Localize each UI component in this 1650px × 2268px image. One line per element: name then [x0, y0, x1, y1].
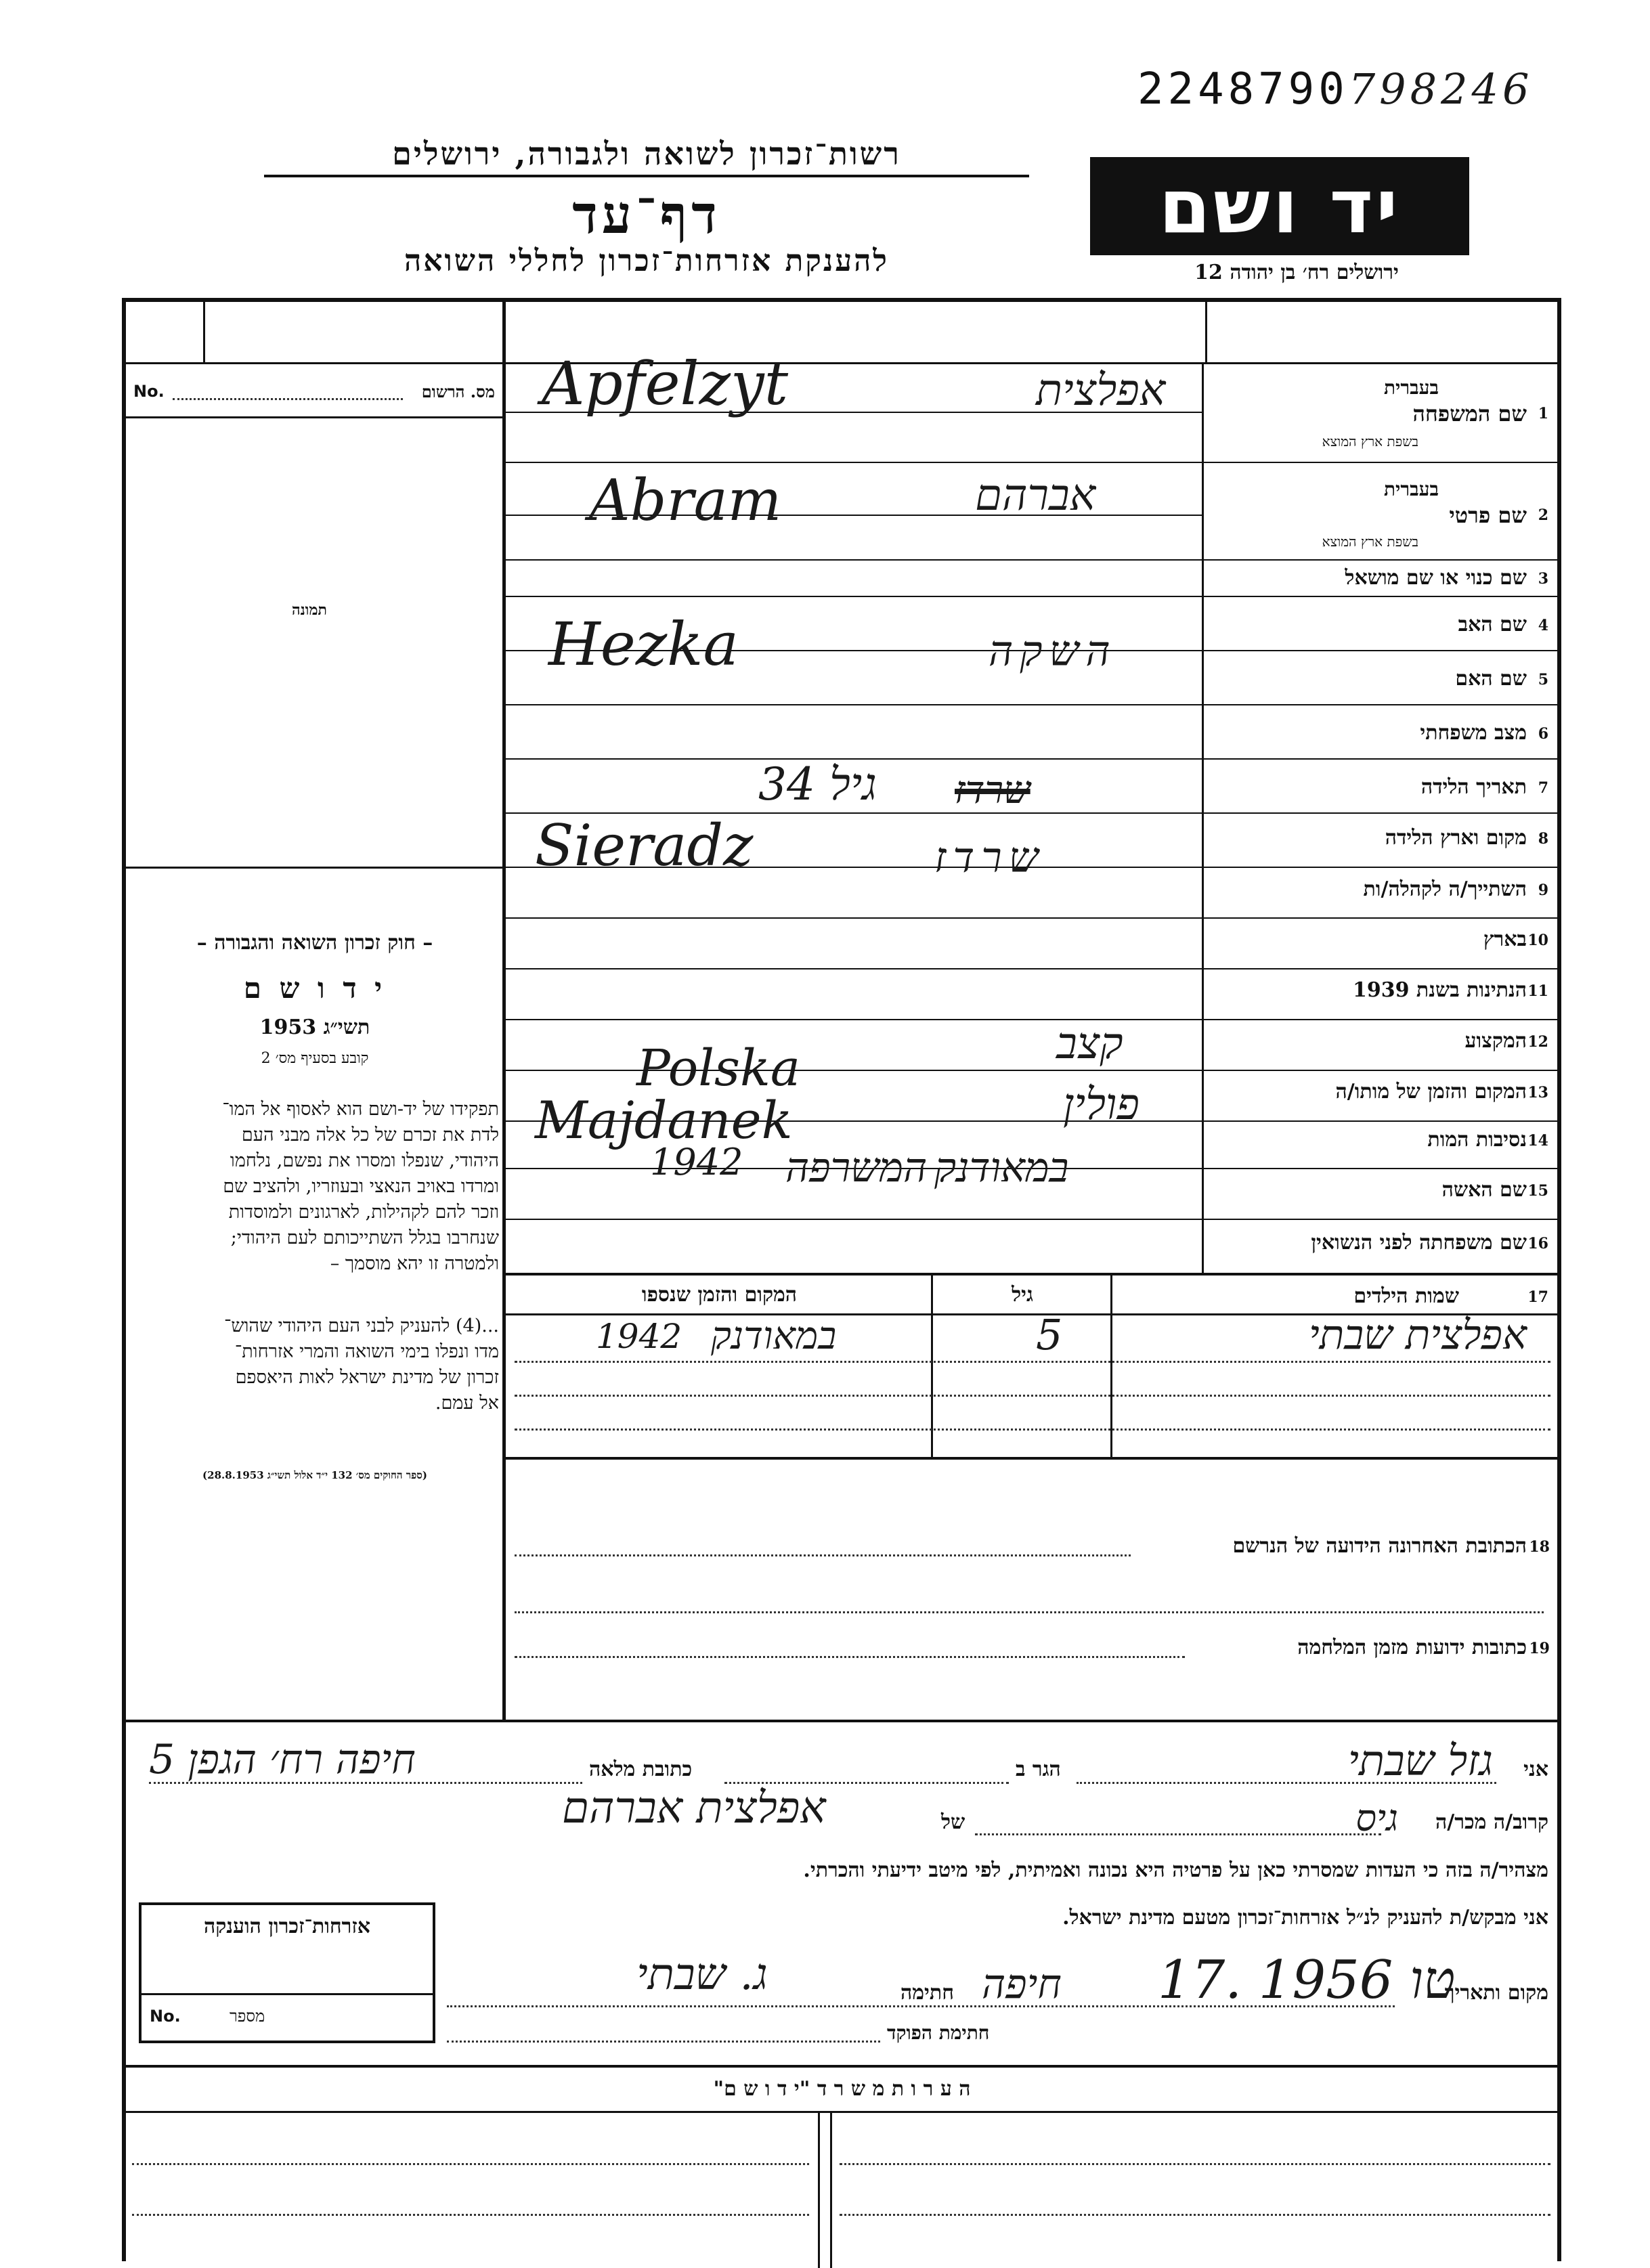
law-line: ...(4) להעניק לבני העם היהודי שהוש־ [224, 1315, 499, 1336]
law-footnote: (ספר החוקים מס׳ 132 י״ד אלול תשי״ג 28.8.1953) [202, 1469, 427, 1481]
citizenship-title: אזרחות־זכרון הוענקה [203, 1915, 371, 1938]
yad-vashem-logo [1090, 157, 1469, 255]
address-label: כתובת מלאה [589, 1758, 693, 1781]
field-label: מקום וארץ הלידה [1385, 826, 1527, 850]
place-value: חיפה [982, 1961, 1062, 2008]
law-year: 1953 [259, 1016, 317, 1039]
law-line: ומרדו באויב הנאצי ובעוזריו, ולהציב שם [223, 1176, 499, 1197]
field-citizenship-1939[interactable] [1205, 973, 1554, 1013]
address-value: חיפה רח׳ הגפן 5 [149, 1736, 416, 1783]
field-number: 9 [1538, 881, 1548, 899]
sub-local: בשפת ארץ המוצא [1322, 433, 1418, 450]
declarant-row[interactable] [129, 1736, 1554, 1794]
place-date-row[interactable] [447, 1950, 1554, 2011]
birth-age-value: גיל 34 [758, 758, 877, 810]
law-paragraph [130, 1097, 499, 1277]
field-number: 12 [1527, 1033, 1548, 1051]
remarks-line[interactable] [132, 2214, 809, 2216]
sub-hebrew: בעברית [1383, 478, 1439, 500]
relative-of-value: אפלצית אברהם [562, 1783, 826, 1833]
field-label: שם פרטי [1449, 502, 1527, 528]
field-number: 1 [1538, 405, 1548, 422]
given-local-value: Abram [589, 467, 782, 533]
death-year-value: 1942 [650, 1141, 743, 1183]
child-name: אפלצית שבתי [1308, 1311, 1527, 1359]
sub-hebrew: בעברית [1383, 376, 1439, 399]
field-label: שם המשפחה [1412, 401, 1527, 427]
field-number: 19 [1529, 1640, 1550, 1657]
field-number: 8 [1538, 830, 1548, 848]
sub-local: בשפת ארץ המוצא [1322, 533, 1418, 550]
field-label: הנתינות בשנת 1939 [1352, 978, 1527, 1002]
field-label: מצב משפחתי [1420, 721, 1527, 745]
org-line: רשות־זכרון לשואה ולגבורה, ירושלים [264, 135, 1029, 177]
photo-label: תמונה [292, 601, 327, 619]
country-heb-value: פולין [1063, 1080, 1139, 1130]
field-death-place-time[interactable] [1205, 1074, 1554, 1115]
law-line: לדת את זכרם של כל אלה מבני העם [241, 1125, 499, 1146]
field-number: 18 [1529, 1538, 1550, 1556]
field-label: נסיבות המות [1427, 1128, 1527, 1152]
org-address: ירושלים רח׳ בן יהודה 12 [1194, 261, 1399, 284]
relative-row[interactable] [129, 1783, 1554, 1841]
signature-value: ג. שבתי [636, 1950, 768, 2000]
children-field-number: 17 [1527, 1288, 1548, 1306]
field-label: שם משפחתה לפני הנשואין [1311, 1231, 1527, 1255]
serial-printed: 2248790 [1137, 64, 1349, 114]
law-line: תפקידו של יד-ושם הוא לאסוף אל המו־ [222, 1099, 499, 1120]
signature-label: חתימה [900, 1981, 954, 2005]
photo-area [126, 418, 502, 865]
children-row[interactable] [508, 1310, 1554, 1359]
remarks-line[interactable] [840, 2214, 1550, 2216]
field-label: שם האם [1455, 667, 1527, 691]
field-number: 14 [1527, 1132, 1548, 1150]
col-place-label: המקום והזמן שנספו [641, 1283, 798, 1307]
remarks-line[interactable] [840, 2163, 1550, 2165]
children-header-names [1114, 1283, 1554, 1310]
field-number: 7 [1538, 779, 1548, 797]
field-label: שם האב [1458, 613, 1527, 636]
surname-local-value: Apfelzyt [542, 349, 789, 418]
form-subtitle: להענקת אזרחות־זכרון לחללי השואה [404, 244, 889, 278]
child-place: במאודנק [711, 1314, 837, 1358]
place-date-label: מקום ותאריך [1444, 1981, 1548, 2005]
law-line: זכרון של מדינת ישראל לאות היאספם [235, 1367, 499, 1388]
field-last-address[interactable] [515, 1530, 1554, 1564]
remarks-line[interactable] [132, 2163, 809, 2165]
field-surname[interactable] [1205, 366, 1554, 460]
birthplace-heb-value: שרדז [934, 833, 1045, 882]
surname-heb-value: אפלצית [1036, 366, 1166, 416]
serial-number [1137, 64, 1533, 114]
field-label: שם כנוי או שם מושאל [1345, 566, 1527, 590]
of-label: של [941, 1810, 965, 1834]
field-label: כתובות ידועות מזמן המלחמה [1297, 1636, 1527, 1659]
field-death-circumstances[interactable] [1205, 1124, 1554, 1164]
death-place-heb-value: במאודנק [934, 1144, 1069, 1192]
death-place-local-value: Majdanek [535, 1090, 793, 1150]
officer-label: חתימת הפוקד [887, 2022, 990, 2044]
law-name: י ד ו ש ם [243, 972, 387, 1005]
field-label: תאריך הלידה [1420, 775, 1527, 799]
field-label: הכתובת האחרונה הידועה של הנרשם [1232, 1534, 1527, 1558]
law-line: וזכר להם לקהילות, לארגונים ולמוסדות [228, 1202, 499, 1223]
field-label: המקצוע [1464, 1029, 1527, 1053]
field-given-name[interactable] [1205, 464, 1554, 559]
field-profession[interactable] [1205, 1024, 1554, 1064]
reg-label: מס. הרשום [421, 382, 495, 401]
date-value: 17. טו 1956 [1158, 1950, 1456, 2011]
relative-label: קרוב/ה מכר/ה [1435, 1810, 1548, 1834]
field-number: 11 [1527, 982, 1548, 1000]
officer-signature-row[interactable] [447, 2018, 1554, 2051]
serial-handwritten: 798246 [1348, 64, 1534, 114]
field-community[interactable] [1205, 873, 1554, 914]
col-names-label: שמות הילדים [1353, 1284, 1459, 1308]
law-title: – חוק זכרון השואה והגבורה – [196, 931, 433, 955]
col-age-label: גיל [1012, 1283, 1033, 1307]
profession-value: קצב [1056, 1019, 1123, 1069]
field-number: 15 [1527, 1182, 1548, 1200]
citizenship-number-label: מספר [230, 2007, 265, 2026]
law-line: אל עמם. [435, 1393, 499, 1414]
field-wife-maiden-name[interactable] [1205, 1225, 1554, 1266]
law-line: מדו ונפלו בימי השואה והמרי אזרחות־ [234, 1341, 499, 1362]
child-year: 1942 [596, 1317, 682, 1356]
resides-label: הגר ב [1016, 1758, 1061, 1781]
field-wife-name[interactable] [1205, 1173, 1554, 1213]
field-number: 2 [1538, 506, 1548, 524]
law-line: שנחרבו בגלל השתייכותם לעם היהודי; [230, 1227, 499, 1248]
field-father-name[interactable] [1205, 606, 1554, 647]
birthplace-local-value: Sieradz [535, 812, 754, 879]
field-label: בארץ [1483, 928, 1527, 951]
birth-struck-value: שרדז [955, 768, 1030, 812]
declarant-value: גזל שבתי [1347, 1736, 1493, 1785]
country-local-value: Polska [636, 1039, 800, 1097]
field-number: 4 [1538, 617, 1548, 634]
given-heb-value: אברהם [975, 471, 1096, 521]
field-mother-name[interactable] [1205, 660, 1554, 701]
field-number: 16 [1527, 1235, 1548, 1252]
field-number: 10 [1527, 932, 1548, 949]
statement-request: אני מבקש/ת להעניק לנ״ל אזרחות־זכרון מטעם מדינת ישראל. [1062, 1906, 1548, 1929]
field-country[interactable] [1205, 922, 1554, 963]
field-number: 13 [1527, 1084, 1548, 1102]
law-line: היהודי, שנפלו ומסרו את נפשם, נלחמו [230, 1150, 499, 1171]
field-number: 6 [1538, 725, 1548, 743]
reg-no-prefix: No. [133, 382, 165, 401]
citizenship-granted-box [139, 1902, 435, 2043]
field-label: השתייך/ה לקהלה/ות [1363, 877, 1527, 901]
field-marital-status[interactable] [1205, 714, 1554, 755]
field-birth-date[interactable] [1205, 768, 1554, 809]
statement-truth: מצהיר/ה בזה כי העדות שמסרתי כאן על פרטיה היא נכונה ואמיתית, לפי מיטב ידיעתי והכרתי. [803, 1858, 1548, 1882]
law-paragraph-2 [130, 1313, 499, 1416]
law-year-heb: תשי״ג [323, 1016, 370, 1039]
form-title: דף־עד [572, 184, 721, 246]
field-number: 5 [1538, 671, 1548, 689]
logo-text: יד ושם [1158, 162, 1401, 250]
relation-value: גיס [1355, 1797, 1398, 1839]
remarks-title: ה ע ר ו ת מ ש ר ד "י ד ו ש ם" [713, 2077, 971, 2101]
law-line: ולמטרה זו יהא מוסמך – [330, 1253, 499, 1274]
citizenship-no-label: No. [150, 2007, 181, 2026]
field-label: המקום והזמן של מותו/ה [1335, 1080, 1527, 1104]
field-nickname[interactable] [1205, 562, 1554, 596]
death-circ-value: המשרפה [785, 1144, 928, 1192]
law-section: קובע בסעיף מס׳ 2 [261, 1050, 369, 1067]
field-birthplace[interactable] [1205, 819, 1554, 860]
child-age: 5 [1036, 1310, 1063, 1359]
law-year-block [135, 1016, 494, 1039]
i-label: אני [1523, 1758, 1548, 1781]
reg-number-field[interactable] [132, 379, 498, 406]
field-number: 3 [1538, 570, 1548, 588]
field-label: שם האשה [1441, 1178, 1527, 1202]
father-heb-value: השקה [989, 626, 1117, 676]
father-local-value: Hezka [548, 609, 739, 679]
field-war-addresses[interactable] [515, 1632, 1554, 1665]
